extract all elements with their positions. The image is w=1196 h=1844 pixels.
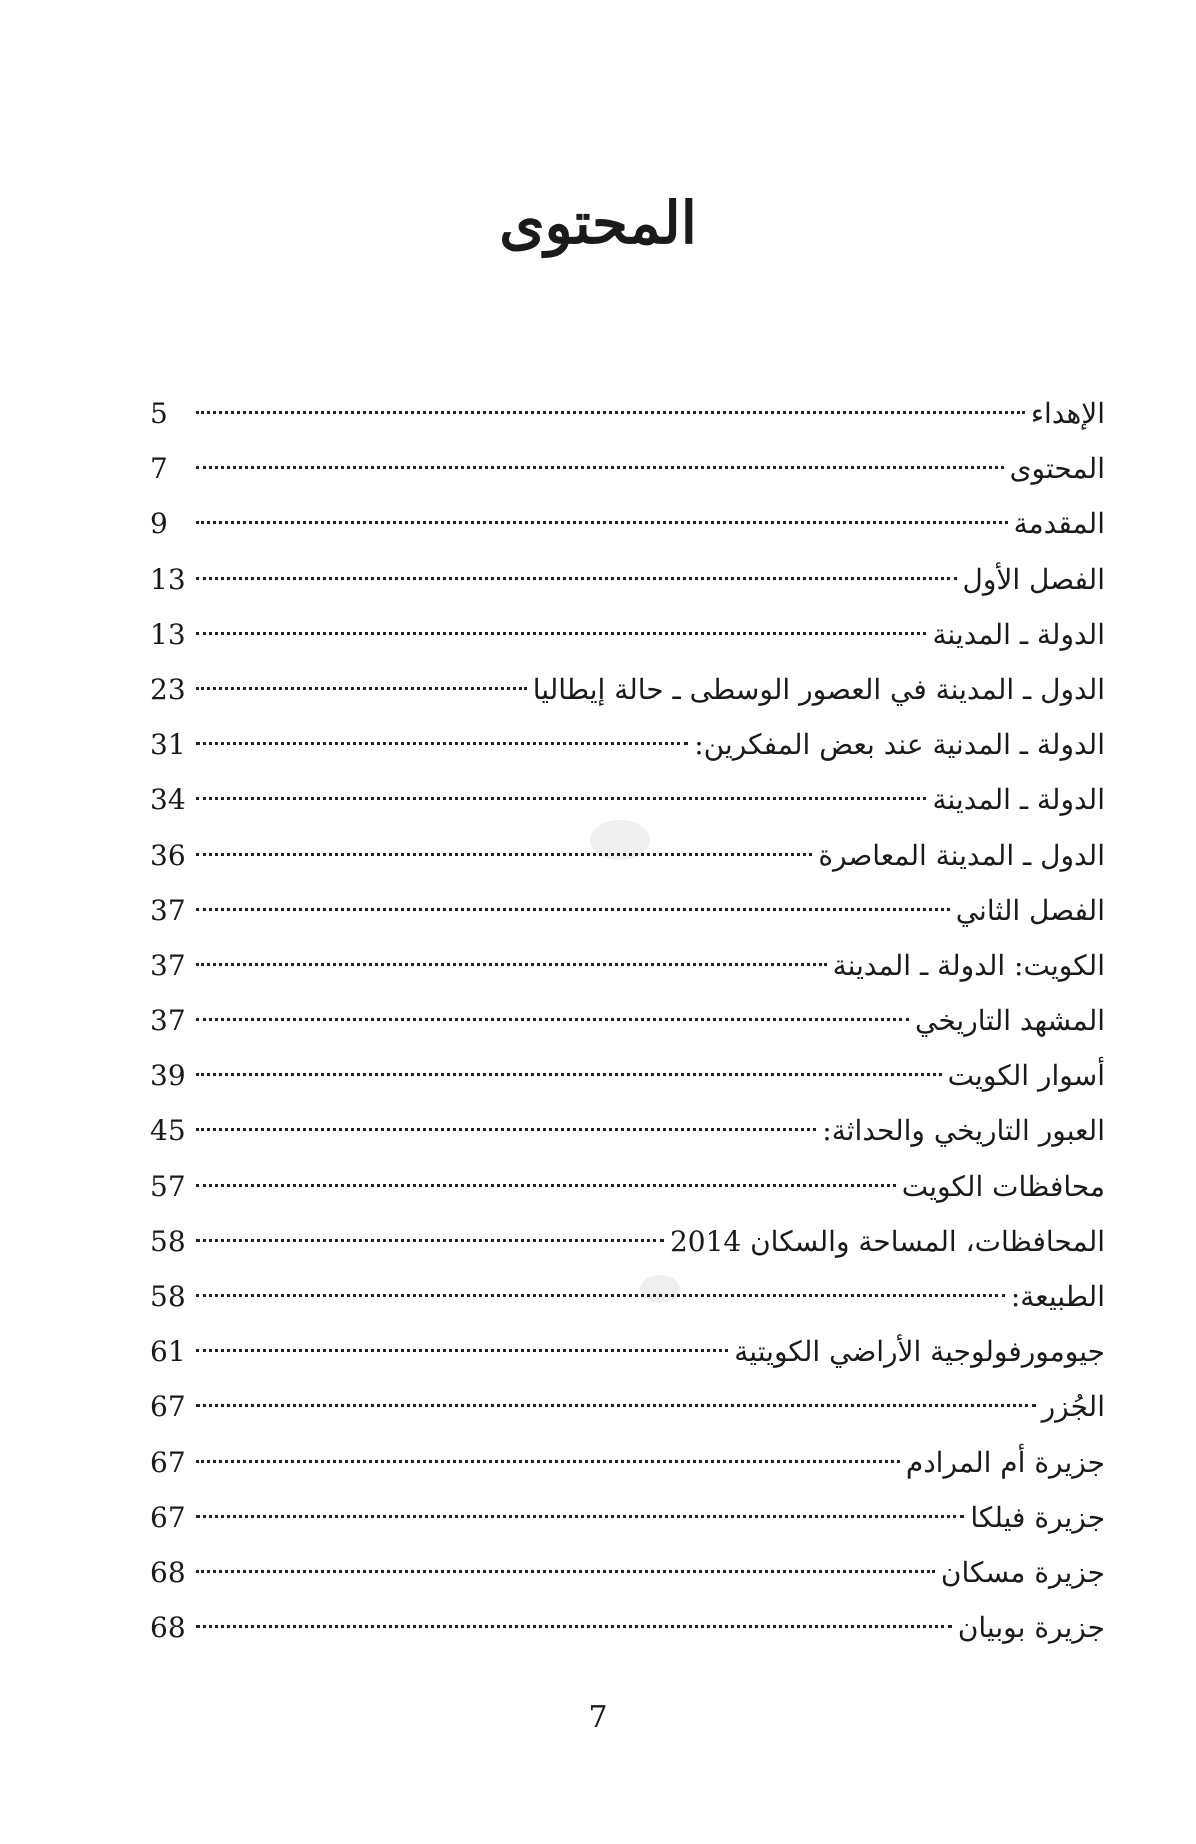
toc-entry xyxy=(150,441,1105,496)
toc-entry-title: المحافظات، المساحة والسكان 2014 xyxy=(669,1224,1105,1258)
toc-entry-title: الفصل الثاني xyxy=(955,893,1105,927)
dot-leader xyxy=(196,963,827,966)
dot-leader xyxy=(196,1073,942,1076)
toc-entry-title: محافظات الكويت xyxy=(901,1169,1105,1203)
dot-leader xyxy=(196,1625,952,1628)
toc-entry xyxy=(150,662,1105,717)
toc-entry-page: 67 xyxy=(150,1390,186,1424)
toc-entry-title: أسوار الكويت xyxy=(947,1059,1105,1093)
toc-entry xyxy=(150,552,1105,607)
toc-entry xyxy=(150,1214,1105,1269)
toc-entry-title: جيومورفولوجية الأراضي الكويتية xyxy=(734,1335,1105,1369)
toc-entry xyxy=(150,1545,1105,1600)
toc-entry xyxy=(150,1269,1105,1324)
toc-entry-title: الدول ـ المدينة المعاصرة xyxy=(818,838,1105,872)
dot-leader xyxy=(196,521,1008,524)
toc-entry xyxy=(150,1103,1105,1158)
toc-entry-page: 23 xyxy=(150,672,186,706)
toc-entry-page: 13 xyxy=(150,562,186,596)
toc-entry xyxy=(150,1435,1105,1490)
toc-entry-title: المقدمة xyxy=(1013,507,1105,541)
toc-entry xyxy=(150,1379,1105,1434)
toc-entry-title: الكويت: الدولة ـ المدينة xyxy=(832,948,1105,982)
dot-leader xyxy=(196,1404,1036,1407)
toc-entry xyxy=(150,1048,1105,1103)
toc-entry-page: 68 xyxy=(150,1611,186,1645)
dot-leader xyxy=(196,1128,816,1131)
dot-leader xyxy=(196,1570,935,1573)
toc-entry-page: 67 xyxy=(150,1445,186,1479)
dot-leader xyxy=(196,632,926,635)
dot-leader xyxy=(196,797,926,800)
toc-entry-page: 37 xyxy=(150,948,186,982)
dot-leader xyxy=(196,1294,1005,1297)
toc-entry xyxy=(150,883,1105,938)
toc-entry xyxy=(150,828,1105,883)
toc-entry-page: 68 xyxy=(150,1555,186,1589)
toc-entry-page: 9 xyxy=(150,507,168,541)
dot-leader xyxy=(196,742,688,745)
toc-entry-page: 45 xyxy=(150,1114,186,1148)
dot-leader xyxy=(196,1018,909,1021)
toc-entry-page: 36 xyxy=(150,838,186,872)
toc-entry-page: 5 xyxy=(150,397,168,430)
dot-leader xyxy=(196,1515,964,1518)
table-of-contents xyxy=(150,386,1105,1655)
dot-leader xyxy=(196,466,1004,469)
dot-leader xyxy=(196,687,527,690)
toc-entry-page: 34 xyxy=(150,783,186,817)
dot-leader xyxy=(196,1184,896,1187)
toc-entry xyxy=(150,938,1105,993)
toc-entry-title: جزيرة مسكان xyxy=(940,1555,1105,1589)
toc-entry xyxy=(150,772,1105,827)
toc-entry-title: المشهد التاريخي xyxy=(915,1004,1105,1038)
toc-entry-page: 31 xyxy=(150,728,186,762)
dot-leader xyxy=(196,908,950,911)
dot-leader xyxy=(196,853,812,856)
toc-entry-page: 57 xyxy=(150,1169,186,1203)
toc-entry-title: جزيرة بوبيان xyxy=(957,1611,1105,1645)
toc-entry-page: 13 xyxy=(150,617,186,651)
toc-entry xyxy=(150,1490,1105,1545)
toc-entry-title: المحتوى xyxy=(1009,452,1105,486)
toc-entry-page: 37 xyxy=(150,1004,186,1038)
dot-leader xyxy=(196,1239,664,1242)
toc-entry-page: 58 xyxy=(150,1280,186,1313)
toc-entry-title: جزيرة فيلكا xyxy=(970,1500,1105,1534)
toc-entry-page: 37 xyxy=(150,893,186,927)
dot-leader xyxy=(196,411,1025,414)
toc-entry xyxy=(150,386,1105,441)
toc-entry-title: الطبيعة: xyxy=(1010,1280,1105,1313)
toc-entry xyxy=(150,496,1105,551)
toc-entry xyxy=(150,717,1105,772)
toc-entry-page: 39 xyxy=(150,1059,186,1093)
toc-entry-title: الفصل الأول xyxy=(962,562,1105,596)
page-title: المحتوى xyxy=(499,188,697,257)
dot-leader xyxy=(196,1460,900,1463)
toc-entry xyxy=(150,993,1105,1048)
dot-leader xyxy=(196,1349,728,1352)
toc-entry-title: العبور التاريخي والحداثة: xyxy=(822,1114,1105,1148)
page-number: 7 xyxy=(588,1700,608,1735)
toc-entry-page: 58 xyxy=(150,1224,186,1258)
toc-entry xyxy=(150,607,1105,662)
toc-entry-title: الدولة ـ المدينة xyxy=(932,783,1105,817)
toc-entry-title: الجُزر xyxy=(1041,1390,1105,1424)
toc-entry-page: 61 xyxy=(150,1335,186,1369)
dot-leader xyxy=(196,577,957,580)
toc-entry xyxy=(150,1159,1105,1214)
toc-entry-page: 67 xyxy=(150,1500,186,1534)
toc-entry-title: الدول ـ المدينة في العصور الوسطى ـ حالة إيطاليا xyxy=(532,672,1105,706)
toc-entry-title: جزيرة أم المرادم xyxy=(905,1445,1105,1479)
toc-entry-page: 7 xyxy=(150,452,168,486)
toc-entry xyxy=(150,1324,1105,1379)
toc-entry-title: الدولة ـ المدنية عند بعض المفكرين: xyxy=(694,728,1105,762)
toc-entry-title: الإهداء xyxy=(1030,397,1105,430)
toc-entry xyxy=(150,1600,1105,1655)
toc-entry-title: الدولة ـ المدينة xyxy=(932,617,1105,651)
